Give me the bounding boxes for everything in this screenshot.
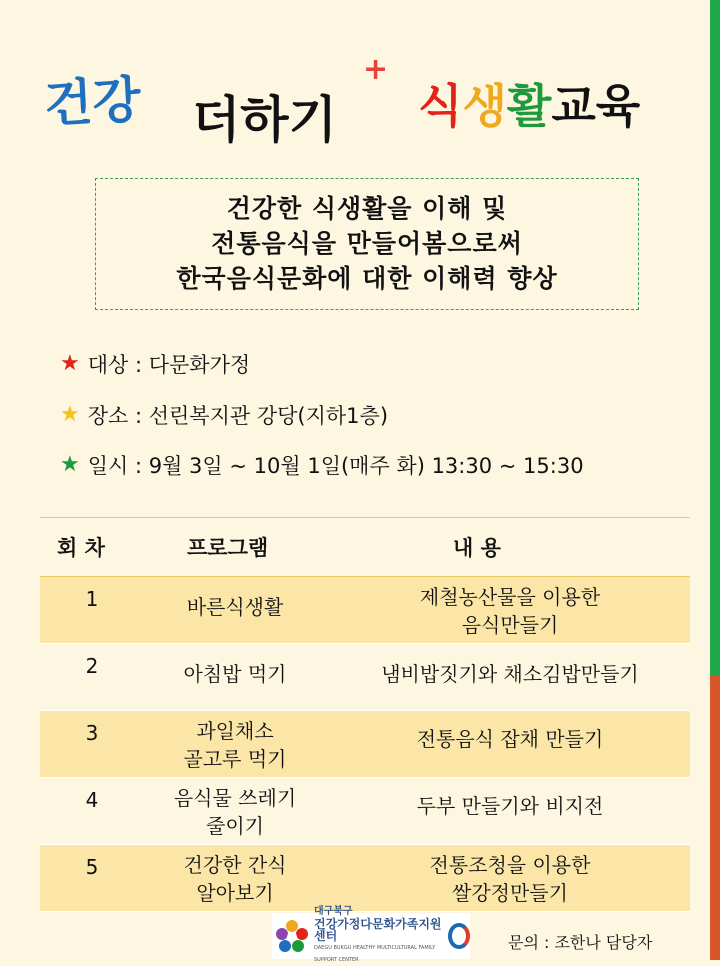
table-row <box>40 577 690 644</box>
content-line: 쌀강정만들기 <box>452 881 568 905</box>
summary-line: 전통음식을 만들어봄으로써 <box>211 229 523 258</box>
content-line: 두부 만들기와 비지전 <box>416 794 604 818</box>
title-char: 생 <box>462 79 507 133</box>
info-place <box>60 400 388 430</box>
program-name <box>130 593 340 621</box>
program-line: 음식물 쓰레기 <box>173 786 297 810</box>
star-icon: ★ <box>60 402 80 427</box>
star-icon: ★ <box>60 452 80 477</box>
session-number: 1 <box>85 587 99 611</box>
summary-box <box>95 178 639 310</box>
content-line: 음식만들기 <box>461 613 559 637</box>
info-text: 장소 : 선린복지관 강당(지하1층) <box>87 404 389 428</box>
header-program: 프로그램 <box>187 536 269 560</box>
plus-icon: + <box>363 52 389 87</box>
program-content <box>340 660 680 688</box>
contact-info: 문의 : 조한나 담당자 <box>508 933 653 952</box>
logo-line: 건강가정다문화가족지원센터 <box>314 917 442 943</box>
star-icon: ★ <box>60 351 80 376</box>
logo-text <box>314 906 442 966</box>
table-row <box>40 644 690 711</box>
summary-line: 건강한 식생활을 이해 및 <box>226 194 508 223</box>
program-content <box>340 725 680 753</box>
content-line: 전통음식 잡채 만들기 <box>416 727 604 751</box>
session-number: 5 <box>85 855 99 879</box>
program-content <box>340 792 680 820</box>
header-session: 회 차 <box>57 536 105 560</box>
program-line: 골고루 먹기 <box>183 747 287 771</box>
title-char: 육 <box>595 79 641 133</box>
program-line: 알아보기 <box>196 881 274 905</box>
program-table <box>40 517 690 912</box>
info-text: 일시 : 9월 3일 ~ 10월 1일(매주 화) 13:30 ~ 15:30 <box>87 454 584 478</box>
center-logo <box>272 906 470 963</box>
program-name <box>130 660 340 688</box>
title-diet-education <box>418 70 640 136</box>
content-line: 제철농산물을 이용한 <box>419 585 601 609</box>
info-text: 대상 : 다문화가정 <box>87 353 251 377</box>
session-number: 3 <box>85 721 99 745</box>
program-line: 건강한 간식 <box>183 853 287 877</box>
program-content <box>340 583 680 639</box>
title-char: 교 <box>551 79 596 133</box>
title-char: 식 <box>418 79 463 133</box>
info-schedule <box>60 450 584 480</box>
program-line: 과일채소 <box>196 719 274 743</box>
swirl-icon <box>448 923 470 949</box>
program-name <box>130 784 340 840</box>
table-header <box>40 517 690 577</box>
program-name <box>130 851 340 907</box>
content-line: 전통조청을 이용한 <box>429 853 591 877</box>
flower-icon <box>274 918 310 954</box>
session-number: 4 <box>85 788 99 812</box>
logo-line: 대구북구 <box>314 906 353 917</box>
program-line: 바른식생활 <box>186 595 284 619</box>
side-accent-green <box>710 0 720 676</box>
side-accent-orange <box>710 676 720 960</box>
table-row <box>40 711 690 778</box>
program-name <box>130 717 340 773</box>
content-line: 냄비밥짓기와 채소김밥만들기 <box>381 662 639 686</box>
title-plus-word: 더하기 <box>192 91 337 149</box>
table-row <box>40 845 690 912</box>
title-char: 활 <box>506 79 552 133</box>
program-line: 줄이기 <box>206 814 264 838</box>
program-content <box>340 851 680 907</box>
title-health: 건강 <box>42 70 143 134</box>
program-line: 아침밥 먹기 <box>183 662 287 686</box>
summary-line: 한국음식문화에 대한 이해력 향상 <box>176 264 558 293</box>
info-target <box>60 349 250 379</box>
poster-title <box>0 52 710 162</box>
logo-line: DAEGU BUKGU HEALTHY MULTICULTURAL FAMILY SUPPORT CENTER <box>314 945 436 963</box>
session-number: 2 <box>85 654 99 678</box>
table-row <box>40 778 690 845</box>
header-content: 내 용 <box>453 536 501 560</box>
